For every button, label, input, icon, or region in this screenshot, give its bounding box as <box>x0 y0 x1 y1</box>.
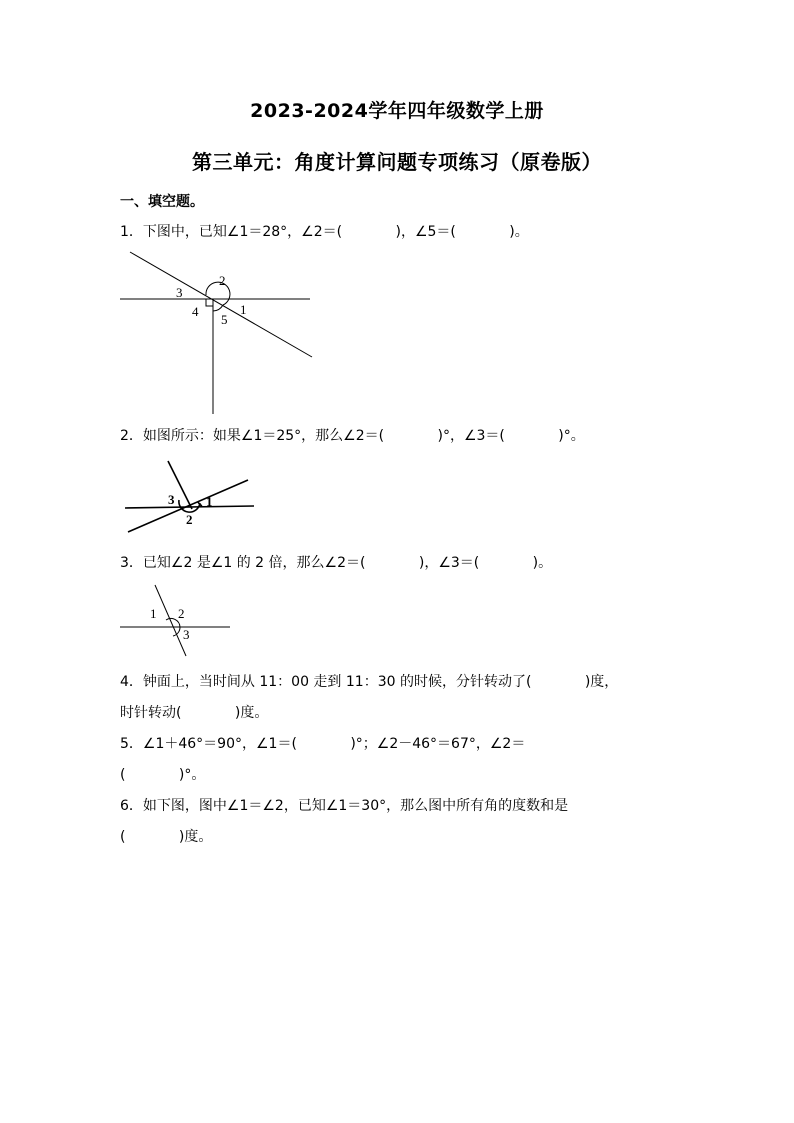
figure-3-label-3: 3 <box>183 627 190 642</box>
question-4-continued: 时针转动( )度。 <box>120 705 269 721</box>
figure-2-label-3: 3 <box>168 492 175 507</box>
figure-1-label-3: 3 <box>176 285 183 300</box>
figure-1-label-2: 2 <box>219 273 226 288</box>
question-4: 4．钟面上，当时间从 11：00 走到 11：30 的时候，分针转动了( )度， <box>120 674 619 690</box>
question-5-continued: ( )°。 <box>120 767 206 783</box>
question-6: 6．如下图，图中∠1＝∠2，已知∠1＝30°，那么图中所有角的度数和是 <box>120 798 569 814</box>
question-6-continued: ( )度。 <box>120 829 213 845</box>
section-heading: 一、填空题。 <box>120 194 204 210</box>
figure-1-label-5: 5 <box>221 312 228 327</box>
figure-3-diagram <box>115 583 235 663</box>
figure-1-label-4: 4 <box>192 304 199 319</box>
page-title: 2023-2024学年四年级数学上册 <box>250 100 544 122</box>
figure-2-label-2: 2 <box>186 512 193 527</box>
figure-2-label-1: 1 <box>206 494 213 509</box>
figure-1-diagram <box>115 248 325 418</box>
figure-3-label-1: 1 <box>150 606 157 621</box>
figure-1-label-1: 1 <box>240 302 247 317</box>
question-2: 2．如图所示：如果∠1＝25°，那么∠2＝( )°，∠3＝( )°。 <box>120 428 585 444</box>
page-subtitle: 第三单元：角度计算问题专项练习（原卷版） <box>192 150 602 174</box>
figure-3-label-2: 2 <box>178 606 185 621</box>
question-1: 1．下图中，已知∠1＝28°，∠2＝( )，∠5＝( )。 <box>120 224 529 240</box>
question-5: 5．∠1＋46°＝90°，∠1＝( )°；∠2－46°＝67°，∠2＝ <box>120 736 526 752</box>
figure-2-diagram <box>122 458 262 538</box>
question-3: 3．已知∠2 是∠1 的 2 倍，那么∠2＝( )，∠3＝( )。 <box>120 555 553 571</box>
